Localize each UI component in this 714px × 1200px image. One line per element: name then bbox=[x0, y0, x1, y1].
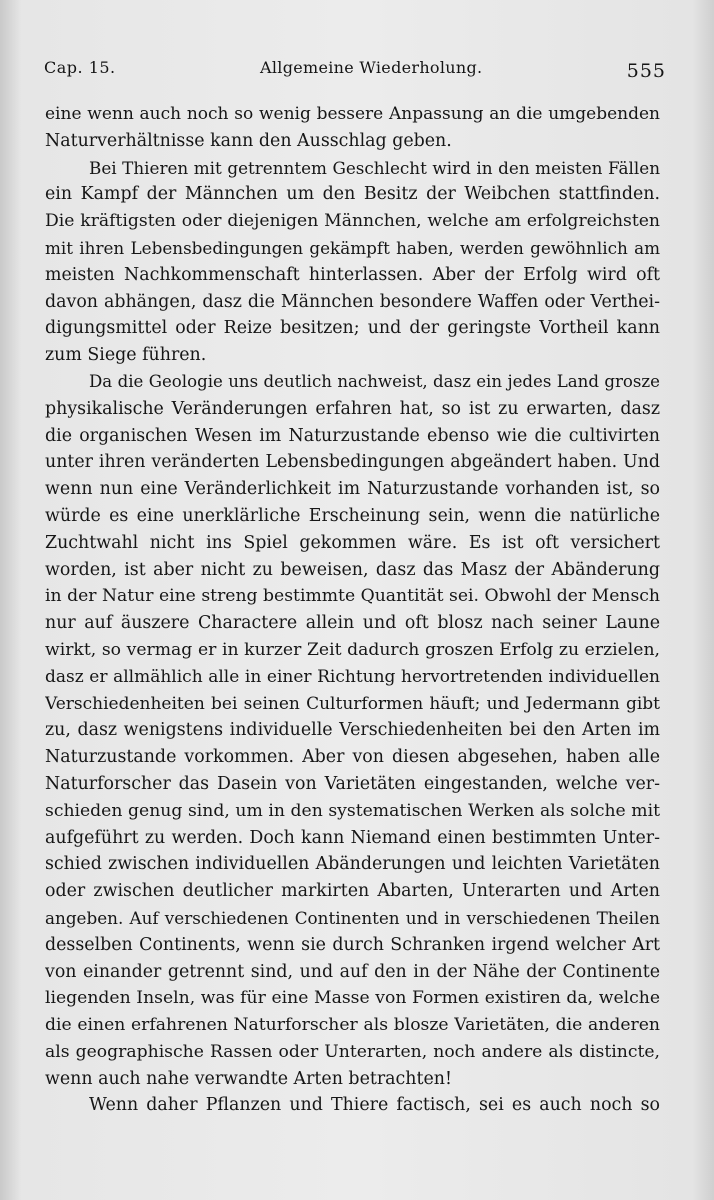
text-line: zum Siege führen. bbox=[45, 345, 207, 366]
text-line: Naturverhältnisse kann den Ausschlag geben. bbox=[45, 130, 452, 151]
text-line: wenn nun eine Veränderlichkeit im Naturzustande vorhanden ist, so bbox=[45, 479, 660, 500]
text-line: zu, dasz wenigstens individuelle Verschiedenheiten bei den Arten im bbox=[45, 720, 660, 741]
text-line: von einander getrennt sind, und auf den in der Nähe der Continente bbox=[45, 961, 660, 982]
text-line: Die kräftigsten oder diejenigen Männchen, welche am erfolgreichsten bbox=[45, 211, 660, 232]
text-line: aufgeführt zu werden. Doch kann Niemand einen bestimmten Unter- bbox=[45, 827, 660, 848]
text-line: nur auf äuszere Charactere allein und oft blosz nach seiner Laune bbox=[45, 613, 660, 634]
text-line: Naturzustande vorkommen. Aber von diesen abgesehen, haben alle bbox=[45, 747, 660, 768]
text-line: schieden genug sind, um in den systematischen Werken als solche mit bbox=[45, 800, 660, 821]
text-line: die einen erfahrenen Naturforscher als blosze Varietäten, die anderen bbox=[45, 1015, 660, 1036]
running-header bbox=[44, 54, 666, 82]
text-line: schied zwischen individuellen Abänderungen und leichten Varietäten bbox=[45, 854, 660, 875]
page-number: 555 bbox=[626, 60, 666, 82]
text-line: Bei Thieren mit getrenntem Geschlecht wird in den meisten Fällen bbox=[89, 157, 660, 178]
text-line: mit ihren Lebensbedingungen gekämpft haben, werden gewöhnlich am bbox=[45, 237, 660, 258]
text-line: als geographische Rassen oder Unterarten, noch andere als distincte, bbox=[45, 1041, 660, 1062]
text-line: liegenden Inseln, was für eine Masse von Formen existiren da, welche bbox=[45, 988, 660, 1009]
text-line: Verschiedenheiten bei seinen Culturformen häuft; und Jedermann gibt bbox=[45, 693, 660, 714]
text-line: wenn auch nahe verwandte Arten betrachten! bbox=[45, 1068, 452, 1089]
text-line: angeben. Auf verschiedenen Continenten und in verschiedenen Theilen bbox=[45, 907, 660, 928]
text-line: Naturforscher das Dasein von Varietäten eingestanden, welche ver- bbox=[45, 773, 660, 794]
text-line: digungsmittel oder Reize besitzen; und der geringste Vortheil kann bbox=[45, 318, 660, 339]
text-line: davon abhängen, dasz die Männchen besondere Waffen oder Verthei- bbox=[45, 291, 660, 312]
text-line: dasz er allmählich alle in einer Richtung hervortretenden individuellen bbox=[45, 666, 660, 687]
text-line: in der Natur eine streng bestimmte Quantität sei. Obwohl der Mensch bbox=[45, 586, 660, 607]
text-line: die organischen Wesen im Naturzustande ebenso wie die cultivirten bbox=[45, 425, 660, 446]
text-line: ein Kampf der Männchen um den Besitz der Weibchen stattfinden. bbox=[45, 184, 660, 205]
text-line: würde es eine unerklärliche Erscheinung sein, wenn die natürliche bbox=[45, 505, 660, 526]
text-line: Zuchtwahl nicht ins Spiel gekommen wäre. Es ist oft versichert bbox=[45, 532, 660, 553]
text-line: unter ihren veränderten Lebensbedingungen abgeändert haben. Und bbox=[45, 452, 660, 473]
text-line: Da die Geologie uns deutlich nachweist, dasz ein jedes Land grosze bbox=[89, 371, 660, 391]
text-line: oder zwischen deutlicher markirten Abarten, Unterarten und Arten bbox=[45, 881, 660, 902]
text-line: physikalische Veränderungen erfahren hat, so ist zu erwarten, dasz bbox=[45, 398, 660, 419]
text-line: meisten Nachkommenschaft hinterlassen. Aber der Erfolg wird oft bbox=[45, 264, 660, 285]
text-line: Wenn daher Pflanzen und Thiere factisch, sei es auch noch so bbox=[89, 1095, 660, 1116]
text-line: wirkt, so vermag er in kurzer Zeit dadurch groszen Erfolg zu erzielen, bbox=[45, 639, 660, 660]
text-line: desselben Continents, wenn sie durch Schranken irgend welcher Art bbox=[45, 934, 660, 955]
text-line: eine wenn auch noch so wenig bessere Anpassung an die umgebenden bbox=[45, 104, 660, 124]
text-line: worden, ist aber nicht zu beweisen, dasz das Masz der Abänderung bbox=[45, 559, 660, 580]
running-title: Allgemeine Wiederholung. bbox=[260, 58, 483, 77]
body-text bbox=[45, 101, 660, 1119]
chapter-label: Cap. 15. bbox=[44, 58, 116, 77]
